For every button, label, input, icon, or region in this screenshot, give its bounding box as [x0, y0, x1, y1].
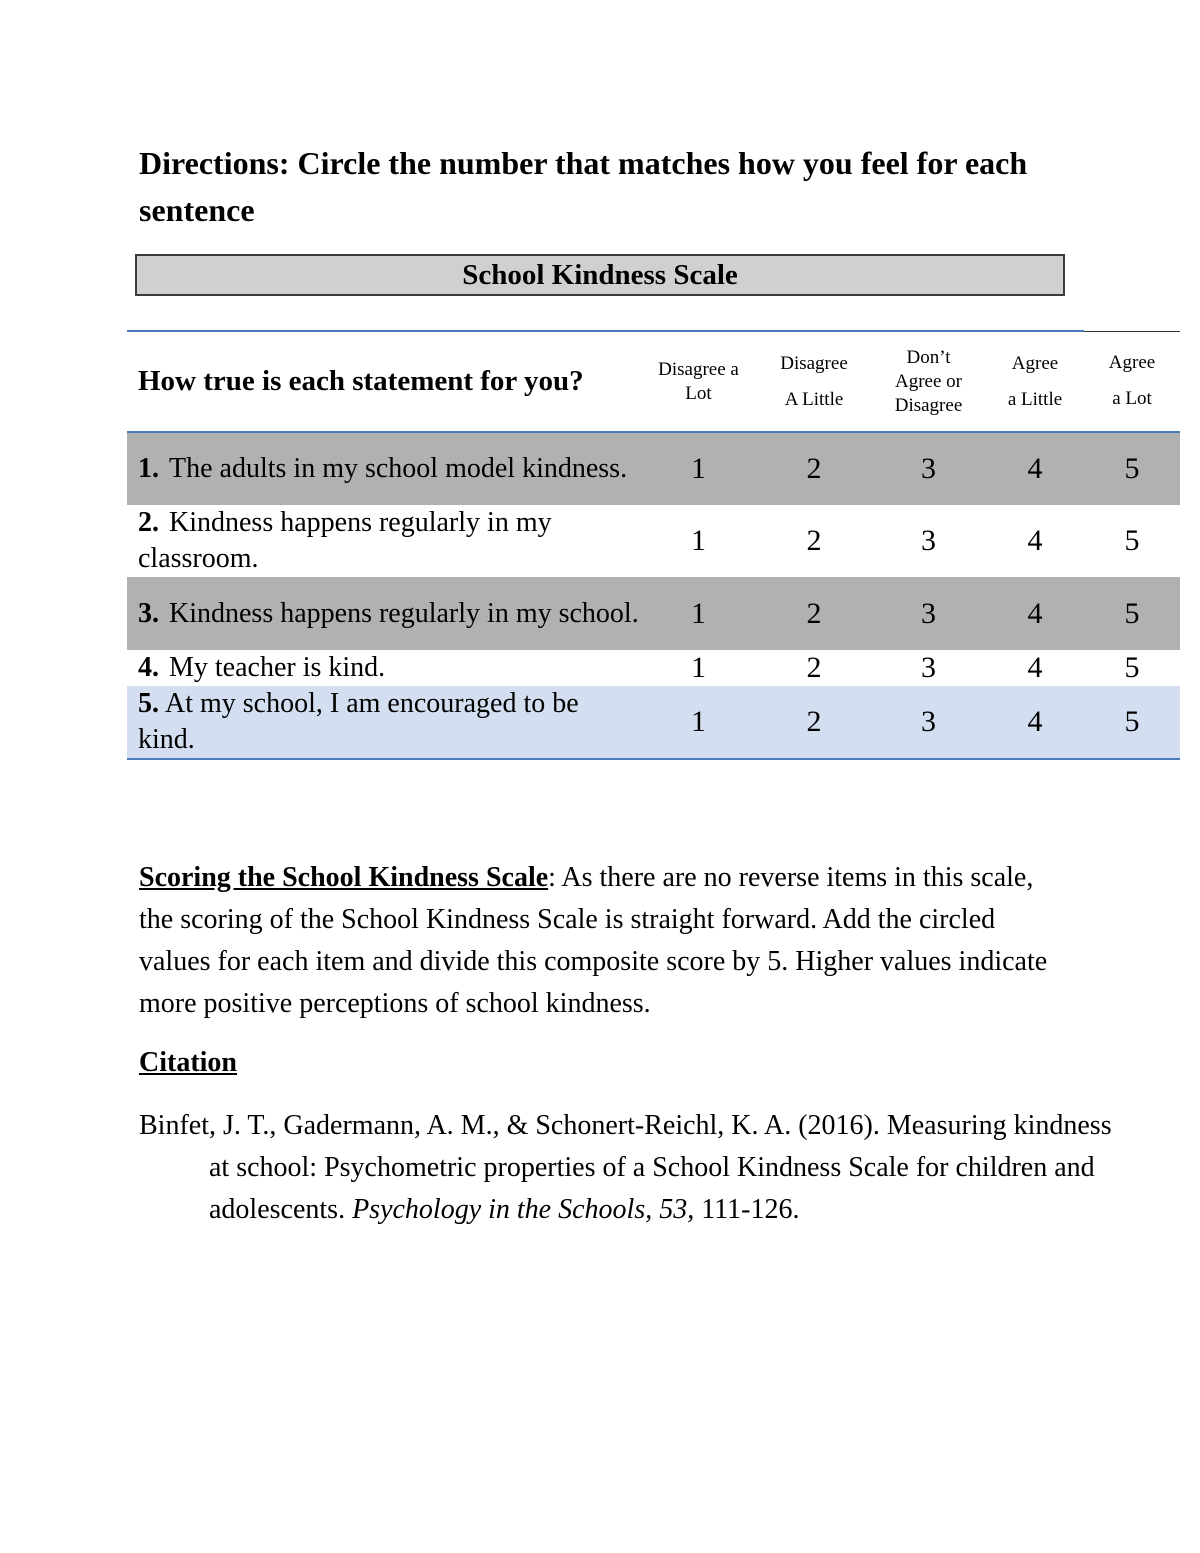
rating-option-5[interactable]: 5 — [1124, 705, 1140, 738]
rating-option-2[interactable]: 2 — [806, 596, 822, 630]
rating-option-4[interactable]: 4 — [1027, 452, 1043, 485]
reference-authors: Binfet, J. T., Gadermann, A. M., & Schonert-Reichl, K. A. (2016). Measuring kindness at school: Psychometric properties of a School Kindness Scale for children and adolescents. — [139, 1110, 1112, 1225]
rating-option-4[interactable]: 4 — [1027, 651, 1043, 684]
statement-4: 4. My teacher is kind. — [138, 652, 386, 683]
question-header: How true is each statement for you? — [127, 331, 640, 432]
rating-option-2[interactable]: 2 — [806, 452, 822, 485]
rating-option-2[interactable]: 2 — [806, 651, 822, 684]
rating-option-4[interactable]: 4 — [1027, 596, 1043, 630]
option-header-neutral: Don’t Agree or Disagree — [871, 331, 986, 432]
rating-option-3[interactable]: 3 — [921, 651, 936, 684]
table-row — [127, 505, 1180, 577]
rating-option-5[interactable]: 5 — [1124, 524, 1140, 557]
rating-option-5[interactable]: 5 — [1124, 596, 1140, 630]
table-row — [127, 577, 1180, 650]
option-header-agree-a-little: Agree a Little — [986, 331, 1084, 432]
statement-1: 1. The adults in my school model kindness. — [138, 453, 628, 484]
table-header-row — [127, 331, 1180, 432]
table-row — [127, 432, 1180, 505]
table-row — [127, 650, 1180, 686]
option-header-agree-a-lot: Agree a Lot — [1084, 331, 1180, 432]
rating-option-3[interactable]: 3 — [921, 524, 936, 557]
citation-reference — [139, 1105, 1129, 1231]
rating-option-1[interactable]: 1 — [691, 452, 706, 485]
reference-pages: 111-126. — [694, 1194, 800, 1225]
kindness-survey-table — [127, 330, 1180, 760]
rating-option-3[interactable]: 3 — [921, 705, 936, 738]
table-row — [127, 686, 1180, 759]
rating-option-1[interactable]: 1 — [691, 524, 706, 557]
scoring-paragraph — [139, 857, 1059, 1025]
directions-text: Directions: Circle the number that matches how you feel for each sentence — [139, 145, 1028, 228]
rating-option-4[interactable]: 4 — [1027, 524, 1043, 557]
rating-option-2[interactable]: 2 — [806, 705, 822, 738]
statement-3: 3. Kindness happens regularly in my school. — [138, 597, 639, 629]
statement-5: 5. At my school, I am encouraged to be kind. — [138, 688, 579, 755]
scoring-heading: Scoring the School Kindness Scale — [139, 862, 549, 893]
rating-option-4[interactable]: 4 — [1027, 705, 1043, 738]
option-header-disagree-a-little: Disagree A Little — [757, 331, 871, 432]
rating-option-5[interactable]: 5 — [1124, 651, 1140, 684]
rating-option-2[interactable]: 2 — [806, 524, 822, 557]
scale-title: School Kindness Scale — [135, 254, 1065, 296]
reference-journal: Psychology in the Schools, 53, — [352, 1194, 695, 1225]
rating-option-5[interactable]: 5 — [1124, 452, 1140, 485]
rating-option-3[interactable]: 3 — [921, 596, 936, 630]
option-header-disagree-a-lot: Disagree a Lot — [640, 331, 757, 432]
statement-2: 2. Kindness happens regularly in my classroom. — [138, 507, 552, 574]
rating-option-3[interactable]: 3 — [921, 452, 936, 485]
citation-heading: Citation — [139, 1047, 237, 1078]
rating-option-1[interactable]: 1 — [691, 651, 706, 684]
scoring-body: : As there are no reverse items in this scale, the scoring of the School Kindness Scale is straight forward. Add the circled values for each item and divide this composite score by 5. Higher values indicate more positive perceptions of school kindness. — [139, 862, 1048, 1019]
rating-option-1[interactable]: 1 — [691, 705, 706, 738]
rating-option-1[interactable]: 1 — [691, 596, 706, 630]
